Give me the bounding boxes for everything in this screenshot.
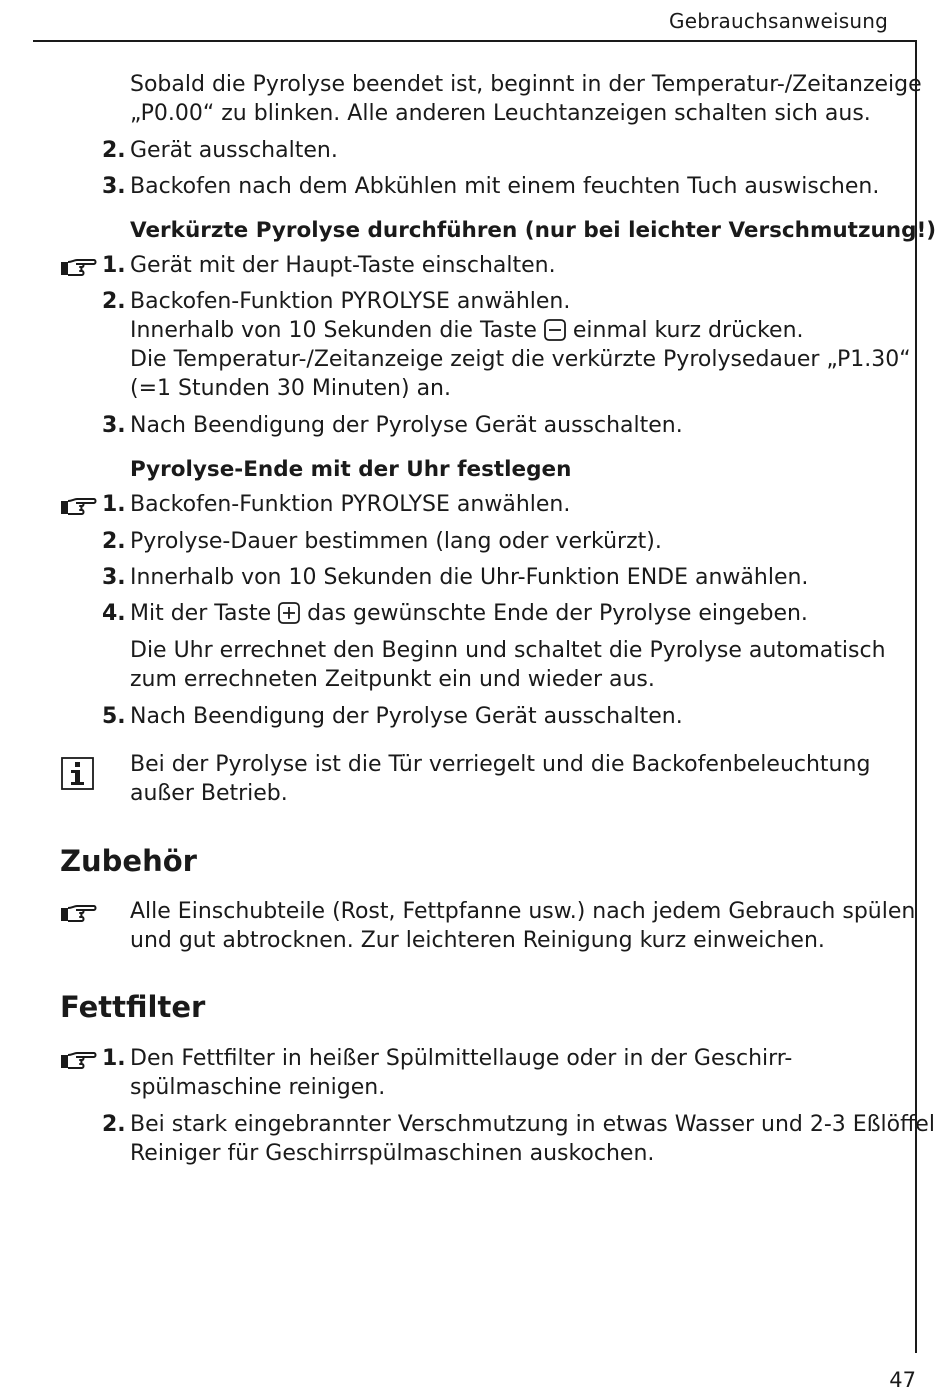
pointing-hand-icon	[60, 497, 98, 517]
step-text: Bei stark eingebrannter Verschmutzung in etwas Wasser und 2-3 Eßlöffel	[130, 1112, 935, 1137]
step-text: Den Fettfilter in heißer Spülmittellauge oder in der Geschirr-	[130, 1046, 793, 1071]
step-note: Die Uhr errechnet den Beginn und schaltet die Pyrolyse automatisch	[130, 638, 886, 663]
pointing-hand-icon	[60, 258, 98, 278]
minus-key-icon	[544, 319, 566, 341]
step-text: Innerhalb von 10 Sekunden die Uhr-Funktion ENDE anwählen.	[130, 565, 809, 590]
step-text: Gerät mit der Haupt-Taste einschalten.	[130, 253, 556, 278]
running-header: Gebrauchsanweisung	[669, 9, 888, 33]
pointing-hand-icon	[60, 904, 98, 924]
step-number: 5.	[102, 704, 126, 729]
step-note: zum errechneten Zeitpunkt ein und wieder aus.	[130, 667, 655, 692]
step-number: 4.	[102, 601, 126, 626]
step-text: Pyrolyse-Dauer bestimmen (lang oder verkürzt).	[130, 529, 662, 554]
info-text: Bei der Pyrolyse ist die Tür verriegelt und die Backofenbeleuchtung	[130, 752, 871, 777]
step-text: Reiniger für Geschirrspülmaschinen auskochen.	[130, 1141, 655, 1166]
step-text-part: Mit der Taste	[130, 601, 279, 626]
subheading: Verkürzte Pyrolyse durchführen (nur bei leichter Verschmutzung!)	[130, 218, 937, 243]
paragraph-line: „P0.00“ zu blinken. Alle anderen Leuchtanzeigen schalten sich aus.	[130, 101, 871, 126]
step-number: 2.	[102, 289, 126, 314]
step-number: 3.	[102, 174, 126, 199]
step-number: 2.	[102, 138, 126, 163]
step-text	[130, 599, 808, 628]
paragraph-line: Alle Einschubteile (Rost, Fettpfanne usw.) nach jedem Gebrauch spülen	[130, 899, 916, 924]
step-text: Gerät ausschalten.	[130, 138, 338, 163]
step-number: 2.	[102, 529, 126, 554]
paragraph-line: und gut abtrocknen. Zur leichteren Reinigung kurz einweichen.	[130, 928, 825, 953]
step-number: 2.	[102, 1112, 126, 1137]
step-text: Backofen-Funktion PYROLYSE anwählen.	[130, 289, 571, 314]
section-heading: Zubehör	[60, 844, 197, 878]
subheading: Pyrolyse-Ende mit der Uhr festlegen	[130, 457, 572, 482]
step-text-part: das gewünschte Ende der Pyrolyse eingeben.	[300, 601, 808, 626]
step-text: spülmaschine reinigen.	[130, 1075, 386, 1100]
step-number: 3.	[102, 565, 126, 590]
pointing-hand-icon	[60, 1051, 98, 1071]
step-text: Backofen-Funktion PYROLYSE anwählen.	[130, 492, 571, 517]
step-text	[130, 316, 804, 345]
step-text: Die Temperatur-/Zeitanzeige zeigt die verkürzte Pyrolysedauer „P1.30“	[130, 347, 911, 372]
info-text: außer Betrieb.	[130, 781, 288, 806]
info-icon	[61, 757, 94, 790]
step-number: 1.	[102, 492, 126, 517]
page-number: 47	[889, 1368, 916, 1392]
step-number: 1.	[102, 1046, 126, 1071]
section-heading: Fettfilter	[60, 990, 206, 1024]
step-number: 3.	[102, 413, 126, 438]
step-text: Nach Beendigung der Pyrolyse Gerät ausschalten.	[130, 413, 683, 438]
paragraph-line: Sobald die Pyrolyse beendet ist, beginnt in der Temperatur-/Zeitanzeige	[130, 72, 922, 97]
header-rule	[33, 40, 917, 42]
step-text-part: einmal kurz drücken.	[565, 318, 804, 343]
step-text: (=1 Stunden 30 Minuten) an.	[130, 376, 451, 401]
step-text-part: Innerhalb von 10 Sekunden die Taste	[130, 318, 544, 343]
step-text: Nach Beendigung der Pyrolyse Gerät ausschalten.	[130, 704, 683, 729]
step-text: Backofen nach dem Abkühlen mit einem feuchten Tuch auswischen.	[130, 174, 880, 199]
plus-key-icon	[278, 602, 300, 624]
step-number: 1.	[102, 253, 126, 278]
